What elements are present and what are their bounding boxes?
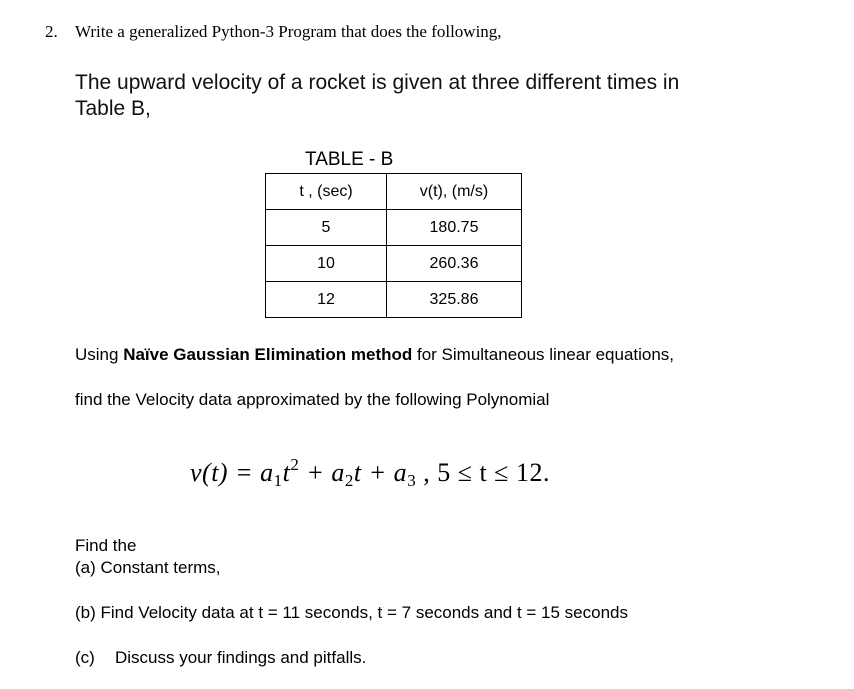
eq-sup-2: 2 (290, 455, 300, 474)
cell-velocity: 180.75 (387, 210, 522, 246)
task-a: (a) Constant terms, (75, 558, 221, 577)
table-header-row (266, 174, 522, 210)
cell-time: 12 (266, 282, 387, 318)
eq-sub-2: 2 (344, 471, 354, 490)
velocity-table (265, 173, 522, 318)
table-row (266, 282, 522, 318)
eq-t1: t (282, 458, 291, 487)
header-time: t , (sec) (266, 174, 387, 210)
table-row (266, 210, 522, 246)
eq-t2: t + a (353, 458, 408, 487)
cell-time: 10 (266, 246, 387, 282)
method-prefix: Using (75, 345, 124, 364)
table-title: TABLE - B (305, 149, 394, 170)
method-suffix: for Simultaneous linear equations, (412, 345, 675, 364)
cell-velocity: 260.36 (387, 246, 522, 282)
eq-sub-3: 3 (407, 471, 417, 490)
table-row (266, 246, 522, 282)
eq-range: , 5 ≤ t ≤ 12. (416, 458, 550, 487)
cell-time: 5 (266, 210, 387, 246)
eq-sub-1: 1 (273, 471, 283, 490)
find-the-label: Find the (75, 536, 137, 555)
intro-paragraph (75, 70, 679, 122)
find-line: find the Velocity data approximated by the following Polynomial (75, 390, 550, 409)
question-number: 2. (45, 22, 58, 41)
eq-plus-1: + a (299, 458, 345, 487)
eq-lhs: v(t) = a (190, 458, 274, 487)
task-c-label: (c) (75, 648, 95, 667)
intro-line-2: Table B, (75, 97, 151, 120)
method-name: Naïve Gaussian Elimination method (123, 345, 413, 364)
task-c (75, 648, 366, 668)
task-c-text: Discuss your findings and pitfalls. (115, 648, 367, 667)
cell-velocity: 325.86 (387, 282, 522, 318)
polynomial-equation (190, 455, 550, 491)
task-b: (b) Find Velocity data at t = 11 seconds, t = 7 seconds and t = 15 seconds (75, 603, 628, 622)
header-velocity: v(t), (m/s) (387, 174, 522, 210)
question-text: Write a generalized Python-3 Program that does the following, (75, 22, 502, 41)
intro-line-1: The upward velocity of a rocket is given at three different times in (75, 71, 680, 94)
method-line (75, 345, 674, 365)
